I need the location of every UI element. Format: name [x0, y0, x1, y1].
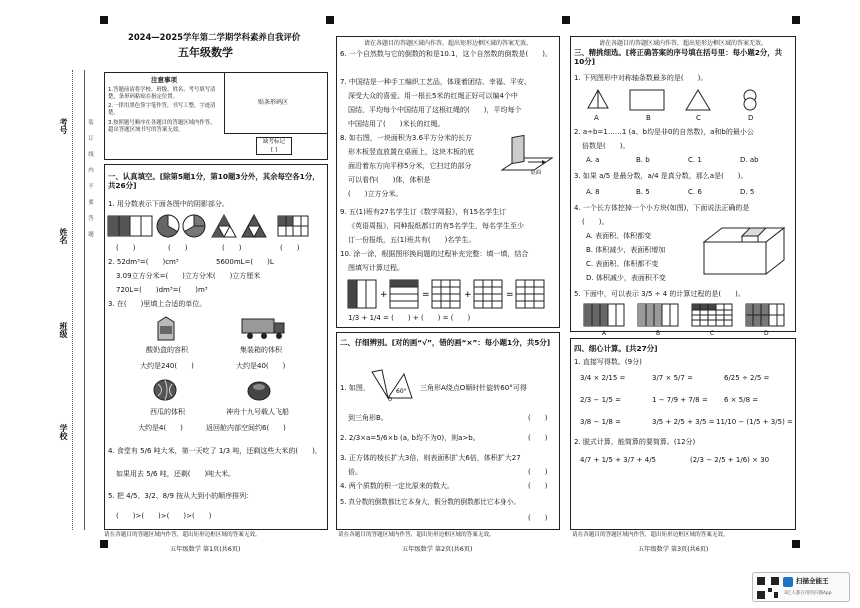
calc-item: 3/8 − 1/8 =	[580, 418, 621, 426]
q2a-text: 2. 52dm³=( )cm³	[108, 258, 179, 266]
q2c-text: 3.09立方分米=( )立方分米( )立方厘米	[116, 272, 261, 280]
class-label: 班级	[59, 322, 68, 338]
c2-option[interactable]: C. 1	[688, 156, 702, 164]
q10-text-1: 10. 涂一涂，根据图形换间题的过程补充完整：填一填，结合	[340, 250, 529, 258]
registration-mark	[792, 16, 800, 24]
c3-text: 3. 如果 a/5 是最分数，a/4 是真分数，那么a是( )。	[574, 172, 748, 180]
q4b-text: 如果用去 5/6 吨，还剩( )吨大米。	[116, 470, 236, 478]
scanner-app-name: 扫描全能王	[796, 577, 829, 585]
j4-text: 4. 两个质数的积一定比原来的数大。	[340, 482, 454, 490]
c5-option[interactable]: A	[602, 330, 607, 337]
c3-option[interactable]: C. 6	[688, 188, 702, 196]
q5-text: 5. 把 4/5、3/2、8/9 按从大到小的顺序排列：	[108, 492, 254, 500]
c1-option[interactable]: C	[696, 114, 701, 122]
q5-order-line[interactable]: ( )>( )>( )>( )	[116, 512, 212, 520]
d2-text: 2. 脱式计算，能简算的要简算。(12分)	[574, 438, 696, 446]
q3-text: 3. 在( )里填上合适的单位。	[108, 300, 207, 308]
c5-text: 5. 下面中，可以表示 3/5 ÷ 4 的计算过程的是( )。	[574, 290, 745, 298]
c4-option[interactable]: C. 表面积、体积都不变	[586, 260, 659, 268]
q7-text-2: 深受大众的喜爱。用一根长5米的红绳正好可以编4个中	[348, 92, 518, 100]
section1-title: 一、认真填空。[除第5题1分，第10题3分外，其余每空各1分，共26分]	[108, 172, 320, 191]
svg-text:=: =	[506, 290, 514, 300]
c2-text-2: 倍数是( )。	[582, 142, 630, 150]
truck-icon	[240, 316, 286, 340]
school-label: 学校	[59, 424, 68, 440]
q6-text: 6. 一个自然数与它的倒数的和是10.1，这个自然数的倒数是( )。	[340, 50, 552, 58]
binding-text: 装 订 线 内 不 要 答 题	[88, 120, 94, 239]
c1-figures	[584, 86, 784, 114]
q10-figures	[346, 278, 546, 310]
calc-item: 6 × 5/8 =	[724, 396, 759, 404]
q8-text-1: 8. 如右图，一块面积为3.6平方分米的长方	[340, 134, 473, 142]
c4-text-1: 4. 一个长方体挖掉一个小方块(如图)，下面说法正确的是	[574, 204, 750, 212]
c5-figures	[582, 302, 786, 330]
j1-text-3: 到三角形B。	[348, 414, 388, 422]
page3-calc-box	[570, 338, 796, 530]
calc-item: 1 − 7/9 + 7/8 =	[652, 396, 708, 404]
scanner-app-logo-icon	[783, 577, 793, 587]
section3-title: 三、精挑细选。[将正确答案的序号填在括号里：每小题2分，共10分]	[574, 48, 783, 67]
q2d-text: 720L=( )dm³=( )m³	[116, 286, 208, 294]
c4-option[interactable]: A. 表面积、体积都变	[586, 232, 652, 240]
q9-text-1: 9. 五(1)班有27名学生订《数学周报》，有15名学生订	[340, 208, 507, 216]
scanner-app-sub: 3亿人都在用的扫描App	[784, 591, 832, 596]
svg-text:=: =	[422, 290, 430, 300]
page2-answer-box: 请在各题目的答题区域内作答，超出矩形边框区域的答案无效。	[336, 36, 560, 328]
qr-code-icon	[756, 576, 780, 600]
d2-item: (2/3 − 2/5 + 1/6) × 30	[690, 456, 770, 464]
q9-text-3: 订一份报纸，五(1)班共有( )名学生。	[348, 236, 476, 244]
calc-item: 2/3 − 1/5 =	[580, 396, 621, 404]
q3-answer: 大约是40( )	[236, 362, 286, 370]
notice-panel: 注意事项 1.答题前请将学校、班级、姓名、考号填写清楚，条形码粘贴在指定位置。 2.一律用黑色签字笔作答，书写工整，字迹清楚。 3.按照题号顺序在各题目的答题区域内作答，超出答题区域书写的答案无效。	[108, 76, 216, 133]
c4-option[interactable]: B. 体积减少，表面积增加	[586, 246, 666, 254]
q1-text: 1. 用分数表示下面各图中的阴影部分。	[108, 200, 229, 208]
svg-text:O: O	[388, 397, 392, 402]
page3-choice-box: 请在各题目的答题区域内作答，超出矩形边框区域的答案无效。	[570, 36, 796, 332]
j1-text-1: 1. 如图，	[340, 384, 370, 392]
calc-item: 6/25 ÷ 2/5 =	[724, 374, 770, 382]
page3-footer: 五年级数学 第3页(共6页)	[638, 546, 709, 553]
binding-line	[84, 70, 85, 530]
c5-option[interactable]: D	[764, 330, 769, 337]
yogurt-box-icon	[154, 314, 178, 342]
q1-blank[interactable]: ( )	[168, 244, 188, 252]
q7-text-4: 中国结用了( )米长的红绳。	[348, 120, 445, 128]
barcode-label: 贴条形码区	[258, 99, 289, 106]
calc-item: 3/4 × 2/15 =	[580, 374, 626, 382]
page3-bottom-note: 请在各题目的答题区域内作答，超出矩形边框区域的答案无效。	[572, 532, 729, 538]
q8-text-2: 形木板竖直放置在桌面上，这块木板的底	[348, 148, 474, 156]
c3-option[interactable]: B. 5	[636, 188, 650, 196]
q10-text-2: 图填写计算过程。	[348, 264, 404, 272]
watermelon-icon	[152, 378, 178, 402]
c4-option[interactable]: D. 体积减少，表面积不变	[586, 274, 666, 282]
page1-footer: 五年级数学 第1页(共6页)	[170, 546, 241, 553]
svg-text:60°: 60°	[396, 388, 407, 395]
registration-mark	[326, 16, 334, 24]
registration-mark	[100, 540, 108, 548]
q2b-text: 5600mL=( )L	[216, 258, 274, 266]
q8-text-4: 可以看作( )体，体积是	[348, 176, 431, 184]
j3-text-2: 倍。	[348, 468, 362, 476]
q3-label: 酸奶盒的容积	[146, 346, 188, 354]
q1-blank[interactable]: ( )	[222, 244, 242, 252]
registration-mark	[562, 16, 570, 24]
j5-paren[interactable]: ( )	[528, 514, 548, 522]
c5-option[interactable]: C	[710, 330, 715, 337]
q10-equation[interactable]: 1/3 + 1/4 = ( ) + ( ) = ( )	[348, 314, 471, 322]
rotation-figure	[368, 368, 420, 402]
q3-label: 集装箱的体积	[240, 346, 282, 354]
q3-answer: 返回舱内部空间约6( )	[206, 424, 286, 432]
cuboid-figure	[700, 222, 790, 278]
absent-box: 缺考标记 [ ]	[256, 137, 292, 155]
q8-figure-label: 桌面	[530, 170, 542, 176]
section4-title: 四、细心计算。[共27分]	[574, 344, 658, 353]
calc-item: 3/7 × 5/7 =	[652, 374, 693, 382]
c1-option[interactable]: D	[748, 114, 754, 122]
q1-blank[interactable]: ( )	[116, 244, 136, 252]
j3-text-1: 3. 正方体的棱长扩大3倍，则表面积扩大6倍，体积扩大27	[340, 454, 521, 462]
capsule-icon	[246, 378, 272, 402]
q3-label: 西瓜的体积	[150, 408, 185, 416]
page2-footer: 五年级数学 第2页(共6页)	[402, 546, 473, 553]
q9-text-2: 《英语周报》，同种报纸都订的有5名学生，每名学生至少	[348, 222, 524, 230]
exam-subject: 五年级数学	[178, 46, 233, 59]
j3-paren[interactable]: ( )	[528, 468, 548, 476]
exam-title: 2024—2025学年第二学期学科素养自我评价	[128, 32, 301, 42]
page2-bottom-note: 请在各题目的答题区域内作答，超出矩形边框区域的答案无效。	[338, 532, 495, 538]
j4-paren[interactable]: ( )	[528, 482, 548, 490]
registration-mark	[100, 16, 108, 24]
q1-figures	[106, 212, 324, 242]
c1-option[interactable]: B	[646, 114, 651, 122]
c2-option[interactable]: D. ab	[740, 156, 759, 164]
c2-text-1: 2. a÷b=1……1 (a、b均是非0的自然数)，a和b的最小公	[574, 128, 754, 136]
name-label: 姓名	[59, 228, 68, 244]
binding-line	[72, 70, 73, 530]
q7-text-3: 国结，平均每个中国结用了这根红绳的( )，平均每个	[348, 106, 522, 114]
q1-blank[interactable]: ( )	[280, 244, 300, 252]
c1-text: 1. 下列图形中对称轴条数最多的是( )。	[574, 74, 708, 82]
q8-text-3: 面沿着东方向平移5分米，它扫过的部分	[348, 162, 472, 170]
c3-option[interactable]: A. 8	[586, 188, 600, 196]
j2-text: 2. 2/3×a=5/6×b (a, b均不为0)，则a>b。	[340, 434, 480, 442]
calc-item: 3/5 + 2/5 + 3/5 =	[652, 418, 715, 426]
q7-text-1: 7. 中国结是一种手工编织工艺品，体现着团结、幸福、平安、	[340, 78, 531, 86]
c5-option[interactable]: B	[656, 330, 661, 337]
d2-item: 4/7 + 1/5 + 3/7 + 4/5	[580, 456, 657, 464]
c2-option[interactable]: B. b	[636, 156, 650, 164]
j5-text: 5. 真分数的倒数都比它本身大，假分数的倒数都比它本身小。	[340, 498, 520, 506]
c3-option[interactable]: D. 5	[740, 188, 755, 196]
q3-answer: 大约是240( )	[140, 362, 194, 370]
exam-number-label: 考号	[59, 118, 68, 134]
j1-paren[interactable]: ( )	[528, 414, 548, 422]
c2-option[interactable]: A. a	[586, 156, 600, 164]
section2-title: 二、仔细辨别。[对的画“√”，错的画“×”：每小题1分，共5分]	[340, 338, 551, 347]
calc-item: 11/10 − (1/5 + 3/5) =	[716, 418, 793, 426]
page1-bottom-note: 请在各题目的答题区域内作答，超出矩形边框区域的答案无效。	[104, 532, 261, 538]
d1-text: 1. 直接写得数。(9分)	[574, 358, 642, 366]
q8-text-5: ( )立方分米。	[348, 190, 403, 198]
c1-option[interactable]: A	[594, 114, 599, 122]
svg-text:+: +	[380, 290, 388, 300]
q3-label: 神舟十九号载人飞船	[226, 408, 289, 416]
board-figure	[498, 134, 556, 184]
registration-mark	[792, 540, 800, 548]
svg-text:+: +	[464, 290, 472, 300]
c4-text-2: ( )。	[582, 218, 609, 226]
q3-answer: 大约是4( )	[138, 424, 183, 432]
q4a-text: 4. 食堂有 5/6 吨大米，第一天吃了 1/3 吨，还剩这些大米的( )，	[108, 447, 322, 455]
scanner-watermark	[752, 572, 850, 602]
j2-paren[interactable]: ( )	[528, 434, 548, 442]
j1-text-2: 三角形A绕点O顺时针旋转60°可得	[420, 384, 527, 392]
